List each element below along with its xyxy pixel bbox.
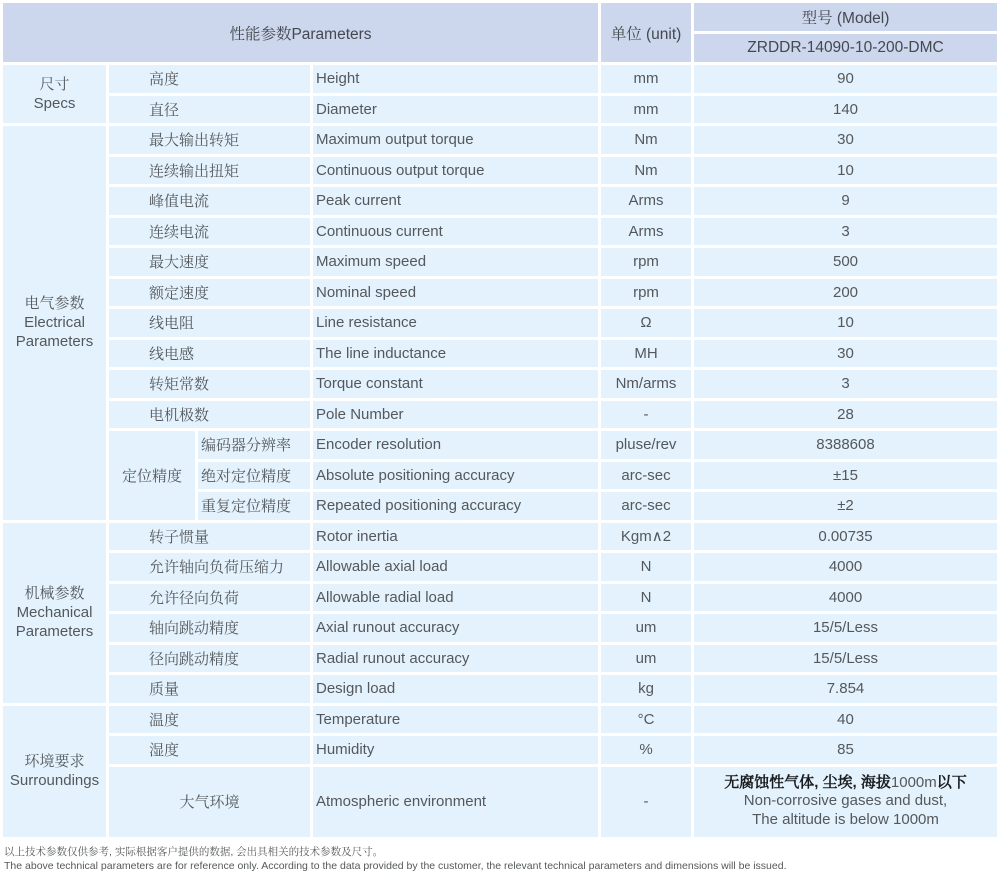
- value-cell: 8388608: [694, 431, 997, 459]
- value-cell: 140: [694, 96, 997, 124]
- unit-cell: pluse/rev: [601, 431, 691, 459]
- param-cn-cell: 连续电流: [109, 218, 310, 246]
- param-cn-cell: 轴向跳动精度: [109, 614, 310, 642]
- param-en-cell: Continuous current: [313, 218, 598, 246]
- unit-cell: arc-sec: [601, 492, 691, 520]
- param-en-cell: Allowable radial load: [313, 584, 598, 612]
- value-cell: 15/5/Less: [694, 614, 997, 642]
- group-label-en: Mechanical Parameters: [15, 604, 94, 640]
- table-row: [3, 431, 997, 459]
- value-cell: 4000: [694, 584, 997, 612]
- unit-cell: Nm/arms: [601, 370, 691, 398]
- group-label-cn: 机械参数: [24, 585, 85, 602]
- value-cell: 30: [694, 126, 997, 154]
- group-label-en: Specs: [33, 95, 76, 112]
- value-cell: 28: [694, 401, 997, 429]
- unit-cell: mm: [601, 65, 691, 93]
- group-label-cn: 环境要求: [24, 753, 85, 770]
- param-cn-cell: 湿度: [109, 736, 310, 764]
- unit-cell: Arms: [601, 218, 691, 246]
- param-cn-cell: 电机极数: [109, 401, 310, 429]
- table-row: [3, 96, 997, 124]
- param-cn-cell: 高度: [109, 65, 310, 93]
- unit-cell: N: [601, 584, 691, 612]
- group-label-en: Electrical Parameters: [15, 314, 94, 351]
- footnote-cn: 以上技术参数仅供参考, 实际根据客户提供的数据, 会出具相关的技术参数及尺寸。: [4, 845, 384, 858]
- value-cell: 10: [694, 157, 997, 185]
- param-en-cell: Peak current: [313, 187, 598, 215]
- table-row: [3, 614, 997, 642]
- unit-cell: mm: [601, 96, 691, 124]
- table-row: [3, 370, 997, 398]
- param-en-cell: Axial runout accuracy: [313, 614, 598, 642]
- param-cn-cell: 最大速度: [109, 248, 310, 276]
- param-cn-cell: 转矩常数: [109, 370, 310, 398]
- param-cn-cell: 最大输出转矩: [109, 126, 310, 154]
- atmospheric-cn-bold: 无腐蚀性气体, 尘埃, 海拔: [724, 773, 891, 791]
- param-cn-cell: 峰值电流: [109, 187, 310, 215]
- param-en-cell: Diameter: [313, 96, 598, 124]
- table-row: [3, 157, 997, 185]
- value-cell-atmospheric: [694, 767, 997, 837]
- param-en-cell: Height: [313, 65, 598, 93]
- table-header: [3, 3, 997, 62]
- param-en-cell: Rotor inertia: [313, 523, 598, 551]
- param-en-cell: Maximum output torque: [313, 126, 598, 154]
- unit-cell: um: [601, 645, 691, 673]
- value-cell: 7.854: [694, 675, 997, 703]
- table-row: [3, 767, 997, 837]
- value-cell: 0.00735: [694, 523, 997, 551]
- param-en-cell: Continuous output torque: [313, 157, 598, 185]
- group-label-cn: 电气参数: [24, 295, 85, 313]
- parameters-header-cell: 性能参数Parameters: [3, 3, 598, 62]
- unit-cell: °C: [601, 706, 691, 734]
- param-cn-cell: 转子惯量: [109, 523, 310, 551]
- atmospheric-value-en-line2: The altitude is below 1000m: [752, 810, 939, 828]
- table-row: [3, 523, 997, 551]
- unit-cell: Ω: [601, 309, 691, 337]
- param-cn-cell: 大气环境: [109, 767, 310, 837]
- param-en-cell: Maximum speed: [313, 248, 598, 276]
- unit-cell: N: [601, 553, 691, 581]
- param-en-cell: Absolute positioning accuracy: [313, 462, 598, 490]
- value-cell: 40: [694, 706, 997, 734]
- value-cell: 15/5/Less: [694, 645, 997, 673]
- param-cn-cell: 线电阻: [109, 309, 310, 337]
- value-cell: 10: [694, 309, 997, 337]
- table-row: [3, 675, 997, 703]
- atmospheric-value-cn: [694, 774, 997, 793]
- footnote: [4, 845, 1000, 874]
- group-label-en: Surroundings: [9, 772, 100, 789]
- param-en-cell: Line resistance: [313, 309, 598, 337]
- param-cn-cell: 质量: [109, 675, 310, 703]
- table-row: [3, 401, 997, 429]
- value-cell: 85: [694, 736, 997, 764]
- group-label-cn: 尺寸: [39, 76, 70, 93]
- param-cn-cell: 允许轴向负荷压缩力: [109, 553, 310, 581]
- unit-cell: MH: [601, 340, 691, 368]
- param-en-cell: Nominal speed: [313, 279, 598, 307]
- header-row-1: [3, 3, 997, 31]
- footnote-en: The above technical parameters are for reference only. According to the data provided by the customer, the relevant technical parameters and dimensions will be issued.: [4, 860, 787, 872]
- unit-cell: Kgm∧2: [601, 523, 691, 551]
- table-row: [3, 553, 997, 581]
- table-row: [3, 736, 997, 764]
- param-cn-cell: 径向跳动精度: [109, 645, 310, 673]
- param-en-cell: Design load: [313, 675, 598, 703]
- unit-cell: -: [601, 401, 691, 429]
- param-en-cell: Pole Number: [313, 401, 598, 429]
- table-row: [3, 248, 997, 276]
- subgroup-cell-positioning: 定位精度: [109, 431, 195, 520]
- param-en-cell: Torque constant: [313, 370, 598, 398]
- group-cell-surroundings: [3, 706, 106, 837]
- param-cn-cell: 额定速度: [109, 279, 310, 307]
- value-cell: 4000: [694, 553, 997, 581]
- value-cell: 200: [694, 279, 997, 307]
- unit-cell: um: [601, 614, 691, 642]
- unit-cell: Arms: [601, 187, 691, 215]
- table-row: [3, 126, 997, 154]
- value-cell: ±15: [694, 462, 997, 490]
- param-en-cell: Encoder resolution: [313, 431, 598, 459]
- group-cell-electrical: [3, 126, 106, 520]
- unit-cell: Nm: [601, 157, 691, 185]
- group-cell-specs: [3, 65, 106, 123]
- table-row: [3, 279, 997, 307]
- table-row: [3, 340, 997, 368]
- model-value-cell: ZRDDR-14090-10-200-DMC: [694, 34, 997, 62]
- table-row: [3, 706, 997, 734]
- param-en-cell: Allowable axial load: [313, 553, 598, 581]
- atmospheric-cn-regular: 1000m: [890, 773, 937, 791]
- unit-cell: arc-sec: [601, 462, 691, 490]
- param-cn-cell: 编码器分辨率: [198, 431, 310, 459]
- table-row: [3, 645, 997, 673]
- param-en-cell: Repeated positioning accuracy: [313, 492, 598, 520]
- group-cell-mechanical: [3, 523, 106, 703]
- param-en-cell: Atmospheric environment: [313, 767, 598, 837]
- unit-cell: kg: [601, 675, 691, 703]
- param-cn-cell: 连续输出扭矩: [109, 157, 310, 185]
- param-cn-cell: 温度: [109, 706, 310, 734]
- unit-cell: -: [601, 767, 691, 837]
- value-cell: 500: [694, 248, 997, 276]
- param-en-cell: The line inductance: [313, 340, 598, 368]
- table-row: [3, 218, 997, 246]
- atmospheric-value-en-line1: Non-corrosive gases and dust,: [743, 792, 948, 810]
- param-en-cell: Temperature: [313, 706, 598, 734]
- param-cn-cell: 重复定位精度: [198, 492, 310, 520]
- unit-cell: %: [601, 736, 691, 764]
- param-en-cell: Radial runout accuracy: [313, 645, 598, 673]
- unit-header-cell: 单位 (unit): [601, 3, 691, 62]
- param-cn-cell: 绝对定位精度: [198, 462, 310, 490]
- value-cell: 3: [694, 370, 997, 398]
- table-row: [3, 187, 997, 215]
- unit-cell: rpm: [601, 248, 691, 276]
- value-cell: 3: [694, 218, 997, 246]
- param-cn-cell: 直径: [109, 96, 310, 124]
- param-cn-cell: 允许径向负荷: [109, 584, 310, 612]
- value-cell: 90: [694, 65, 997, 93]
- value-cell: 30: [694, 340, 997, 368]
- atmospheric-cn-bold-2: 以下: [936, 773, 967, 791]
- value-cell: ±2: [694, 492, 997, 520]
- param-en-cell: Humidity: [313, 736, 598, 764]
- model-header-cell: 型号 (Model): [694, 3, 997, 31]
- unit-cell: rpm: [601, 279, 691, 307]
- table-row: [3, 584, 997, 612]
- param-cn-cell: 线电感: [109, 340, 310, 368]
- table-row: [3, 65, 997, 93]
- table-row: [3, 309, 997, 337]
- unit-cell: Nm: [601, 126, 691, 154]
- value-cell: 9: [694, 187, 997, 215]
